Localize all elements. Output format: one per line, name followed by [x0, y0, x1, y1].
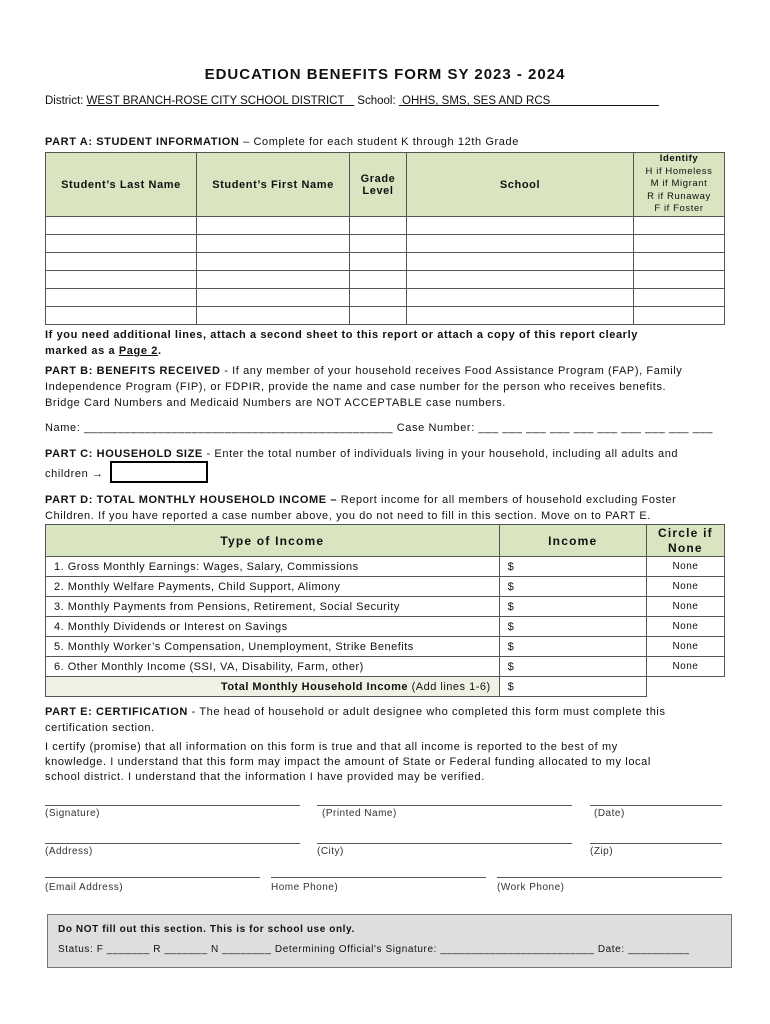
school-label: School:: [357, 95, 396, 107]
address-label: (Address): [45, 846, 93, 857]
school-use-heading: Do NOT fill out this section. This is for school use only.: [58, 924, 355, 935]
zip-line[interactable]: [590, 843, 722, 844]
school-use-status[interactable]: Status: F _______ R _______ N ________ Determining Official's Signature: _________________________ Date: __________: [58, 944, 690, 955]
income-field[interactable]: $: [499, 657, 646, 677]
table-row: 6. Other Monthly Income (SSI, VA, Disability, Farm, other) $ None: [46, 657, 725, 677]
part-e: PART E: CERTIFICATION - The head of household or adult designee who completed this form must complete this certification section.: [45, 706, 666, 734]
certification-text: I certify (promise) that all information on this form is true and that all income is reported to the best of my knowledge. I understand that this form may impact the amount of State or Federal funding allocated to my local school district. I understand that the information I have provided may be verified.: [45, 741, 651, 783]
signature-line[interactable]: [45, 805, 300, 806]
zip-label: (Zip): [590, 846, 614, 857]
date-label: (Date): [594, 808, 625, 819]
none-option[interactable]: None: [646, 637, 724, 657]
table-row: [46, 235, 725, 253]
col-last-name: Student’s Last Name: [46, 153, 197, 217]
table-row: 3. Monthly Payments from Pensions, Retirement, Social Security $ None: [46, 597, 725, 617]
table-row: [46, 271, 725, 289]
table-row: 2. Monthly Welfare Payments, Child Support, Alimony $ None: [46, 577, 725, 597]
part-b-name-case: Name: ______________________________________________ Case Number: ___ ___ ___ ___ ___ ___ ___ ___ ___ ___: [45, 422, 713, 434]
work-phone-line[interactable]: [497, 877, 722, 878]
income-field[interactable]: $: [499, 597, 646, 617]
none-option[interactable]: None: [646, 597, 724, 617]
city-line[interactable]: [317, 843, 572, 844]
email-label: (Email Address): [45, 882, 124, 893]
part-a-heading-row: [45, 134, 735, 150]
district-label: District:: [45, 95, 84, 107]
none-option[interactable]: None: [646, 657, 724, 677]
table-row: [46, 289, 725, 307]
total-label-cell: Total Monthly Household Income (Add lines 1-6): [46, 677, 500, 697]
student-table: [45, 152, 725, 325]
district-school-row: [45, 95, 659, 107]
col-grade: Grade Level: [350, 153, 407, 217]
total-row: [46, 677, 725, 697]
printed-name-line[interactable]: [317, 805, 572, 806]
case-number-field[interactable]: ___ ___ ___ ___ ___ ___ ___ ___ ___ ___: [478, 422, 713, 434]
city-label: (City): [317, 846, 344, 857]
address-line[interactable]: [45, 843, 300, 844]
name-field[interactable]: ______________________________________________: [84, 422, 394, 434]
table-row: 5. Monthly Worker’s Compensation, Unemployment, Strike Benefits $ None: [46, 637, 725, 657]
none-option[interactable]: None: [646, 577, 724, 597]
school-value[interactable]: OHHS, SMS, SES AND RCS: [402, 95, 551, 107]
part-e-heading: PART E: CERTIFICATION: [45, 706, 188, 718]
col-type-income: Type of Income: [46, 525, 500, 557]
part-a-heading: PART A: STUDENT INFORMATION: [45, 136, 240, 148]
part-d-heading: PART D: TOTAL MONTHLY HOUSEHOLD INCOME –: [45, 494, 338, 506]
table-row: [46, 217, 725, 235]
date-line[interactable]: [590, 805, 722, 806]
household-size-input[interactable]: [110, 461, 208, 483]
none-option[interactable]: None: [646, 617, 724, 637]
col-school: School: [407, 153, 634, 217]
col-circle-none: Circle if None: [646, 525, 724, 557]
printed-name-label: (Printed Name): [322, 808, 397, 819]
income-field[interactable]: $: [499, 557, 646, 577]
home-phone-line[interactable]: [271, 877, 486, 878]
part-c: PART C: HOUSEHOLD SIZE - Enter the total number of individuals living in your household, including all adults and children →: [45, 448, 679, 480]
total-income-field[interactable]: $: [499, 677, 646, 697]
table-row: [46, 307, 725, 325]
part-a-desc: – Complete for each student K through 12th Grade: [243, 136, 519, 148]
home-phone-label: Home Phone): [271, 882, 339, 893]
col-income: Income: [499, 525, 646, 557]
table-row: 4. Monthly Dividends or Interest on Savings $ None: [46, 617, 725, 637]
signature-label: (Signature): [45, 808, 100, 819]
income-table: [45, 524, 725, 697]
school-use-box: [47, 914, 732, 968]
col-first-name: Student’s First Name: [197, 153, 350, 217]
table-row: [46, 253, 725, 271]
email-line[interactable]: [45, 877, 260, 878]
form-title: EDUCATION BENEFITS FORM SY 2023 - 2024: [204, 66, 566, 83]
page-2-ref: Page 2: [118, 345, 158, 357]
part-b-heading: PART B: BENEFITS RECEIVED: [45, 365, 221, 377]
table-row: 1. Gross Monthly Earnings: Wages, Salary, Commissions $ None: [46, 557, 725, 577]
income-field[interactable]: $: [499, 637, 646, 657]
part-a-note: If you need additional lines, attach a second sheet to this report or attach a copy of this report clearly marked as a Page 2.: [45, 329, 638, 357]
income-field[interactable]: $: [499, 577, 646, 597]
part-b: PART B: BENEFITS RECEIVED - If any member of your household receives Food Assistance Program (FAP), Family Independence Program (FIP), or FDPIR, provide the name and case number for the person who receives benefits. Bridge Card Numbers and Medicaid Numbers are NOT ACCEPTABLE case numbers.: [45, 365, 683, 409]
work-phone-label: (Work Phone): [497, 882, 565, 893]
part-c-heading: PART C: HOUSEHOLD SIZE: [45, 448, 203, 460]
col-identify: Identify H if Homeless M if Migrant R if Runaway F if Foster: [634, 153, 725, 217]
part-d: PART D: TOTAL MONTHLY HOUSEHOLD INCOME – Report income for all members of household excluding Foster Children. If you have reported a case number above, you do not need to fill in this section. Move on to PART E.: [45, 494, 677, 522]
district-value[interactable]: WEST BRANCH-ROSE CITY SCHOOL DISTRICT: [86, 95, 345, 107]
none-option[interactable]: None: [646, 557, 724, 577]
income-field[interactable]: $: [499, 617, 646, 637]
